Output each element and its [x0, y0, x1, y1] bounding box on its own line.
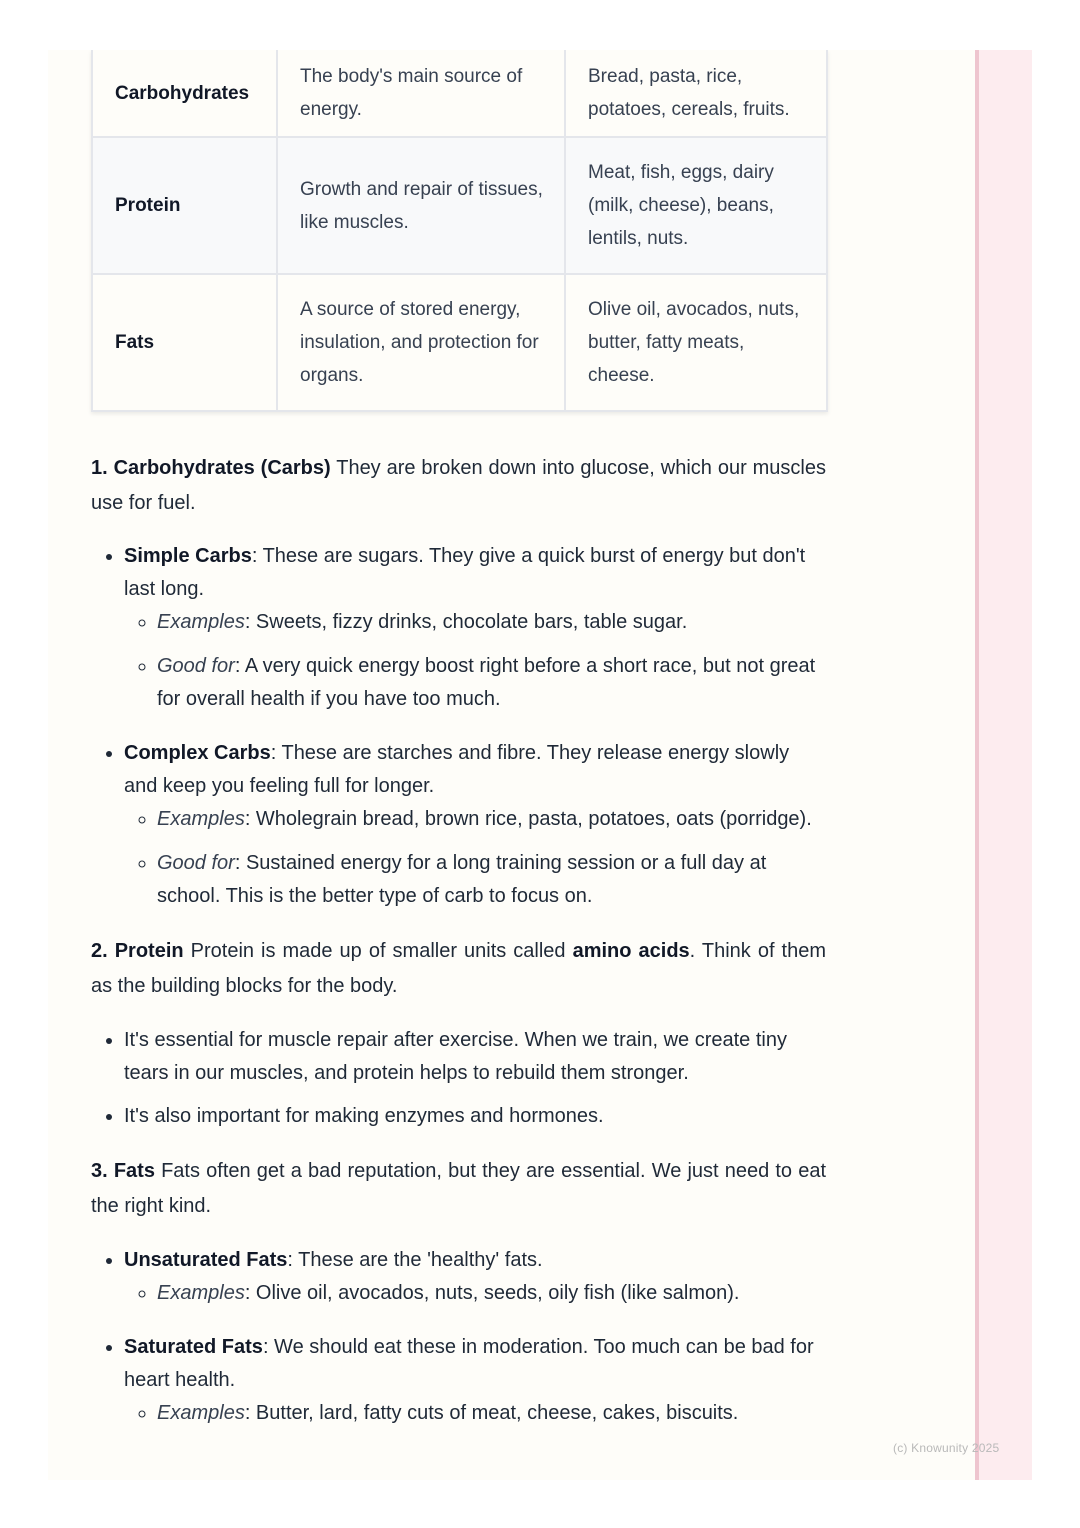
list-item: [157, 1397, 826, 1430]
list-item: [157, 1277, 826, 1310]
examples-text: : Wholegrain bread, brown rice, pasta, potatoes, oats (porridge).: [244, 808, 812, 830]
list-item: [157, 606, 826, 639]
good-for-label: Good for: [157, 852, 235, 874]
table-cell-sources: Meat, fish, eggs, dairy (milk, cheese), beans, lentils, nuts.: [565, 137, 827, 274]
complex-carbs-sublist: [124, 803, 826, 913]
page-content: [91, 50, 826, 1430]
complex-carbs-desc: : These are starches and fibre. They release energy slowly and keep you feeling full for longer.: [124, 742, 790, 797]
list-item: [157, 803, 826, 836]
examples-label: Examples: [157, 611, 245, 633]
saturated-fats-desc: : We should eat these in moderation. Too much can be bad for heart health.: [124, 1336, 814, 1391]
list-item: [124, 540, 826, 716]
examples-label: Examples: [157, 1282, 245, 1304]
examples-label: Examples: [157, 808, 245, 830]
good-for-text: : A very quick energy boost right before a short race, but not great for overall health if you have too much.: [157, 655, 816, 710]
carbs-paragraph: [91, 451, 826, 521]
examples-text: : Sweets, fizzy drinks, chocolate bars, table sugar.: [244, 611, 688, 633]
list-item: [124, 1244, 826, 1310]
table-row: [92, 137, 827, 274]
examples-text: : Olive oil, avocados, nuts, seeds, oily fish (like salmon).: [244, 1282, 740, 1304]
fats-intro: Fats often get a bad reputation, but they are essential. We just need to eat the right kind.: [91, 1160, 827, 1217]
unsaturated-fats-desc: : These are the 'healthy' fats.: [287, 1249, 543, 1271]
saturated-fats-sublist: [124, 1397, 826, 1430]
protein-intro-b: . Think of them as the building blocks for the body.: [91, 940, 826, 997]
good-for-text: : Sustained energy for a long training session or a full day at school. This is the better type of carb to focus on.: [157, 852, 767, 907]
good-for-label: Good for: [157, 655, 235, 677]
complex-carbs-term: Complex Carbs: [124, 742, 271, 764]
table-cell-sources: Olive oil, avocados, nuts, butter, fatty meats, cheese.: [565, 274, 827, 411]
fats-paragraph: [91, 1154, 826, 1224]
protein-paragraph: [91, 934, 826, 1004]
table-cell-nutrient: Protein: [92, 137, 277, 274]
protein-heading: 2. Protein: [91, 940, 184, 962]
list-item: [124, 737, 826, 913]
list-item: [124, 1331, 826, 1430]
simple-carbs-term: Simple Carbs: [124, 545, 252, 567]
table-cell-role: The body's main source of energy.: [277, 50, 565, 137]
carbs-intro: They are broken down into glucose, which our muscles use for fuel.: [91, 457, 826, 514]
unsaturated-fats-term: Unsaturated Fats: [124, 1249, 288, 1271]
fats-heading: 3. Fats: [91, 1160, 155, 1182]
table-cell-nutrient: Carbohydrates: [92, 50, 277, 137]
document-page: [48, 50, 1032, 1480]
table-row: [92, 50, 827, 137]
list-item: • It's also important for making enzymes and hormones.: [124, 1100, 826, 1133]
table-row: [92, 274, 827, 411]
carbs-list: [91, 540, 826, 913]
protein-list: [91, 1024, 826, 1133]
list-item: [157, 650, 826, 716]
fats-list: [91, 1244, 826, 1430]
table-cell-sources: Bread, pasta, rice, potatoes, cereals, fruits.: [565, 50, 827, 137]
list-item: • It's essential for muscle repair after exercise. When we train, we create tiny tears in our muscles, and protein helps to rebuild them stronger.: [124, 1024, 826, 1090]
simple-carbs-sublist: [124, 606, 826, 716]
amino-acids-term: amino acids: [572, 940, 690, 962]
unsaturated-fats-sublist: [124, 1277, 826, 1310]
examples-label: Examples: [157, 1402, 245, 1424]
table-cell-role: A source of stored energy, insulation, and protection for organs.: [277, 274, 565, 411]
margin-line: [975, 50, 979, 1480]
examples-text: : Butter, lard, fatty cuts of meat, cheese, cakes, biscuits.: [244, 1402, 739, 1424]
nutrients-table: [91, 50, 828, 412]
table-cell-role: Growth and repair of tissues, like muscles.: [277, 137, 565, 274]
margin-band: [975, 50, 1032, 1480]
table-cell-nutrient: Fats: [92, 274, 277, 411]
protein-intro-a: Protein is made up of smaller units called: [183, 940, 573, 962]
saturated-fats-term: Saturated Fats: [124, 1336, 263, 1358]
copyright-footer: (c) Knowunity 2025: [893, 1441, 1000, 1455]
list-item: [157, 847, 826, 913]
carbs-heading: 1. Carbohydrates (Carbs): [91, 457, 331, 479]
simple-carbs-desc: : These are sugars. They give a quick burst of energy but don't last long.: [124, 545, 806, 600]
